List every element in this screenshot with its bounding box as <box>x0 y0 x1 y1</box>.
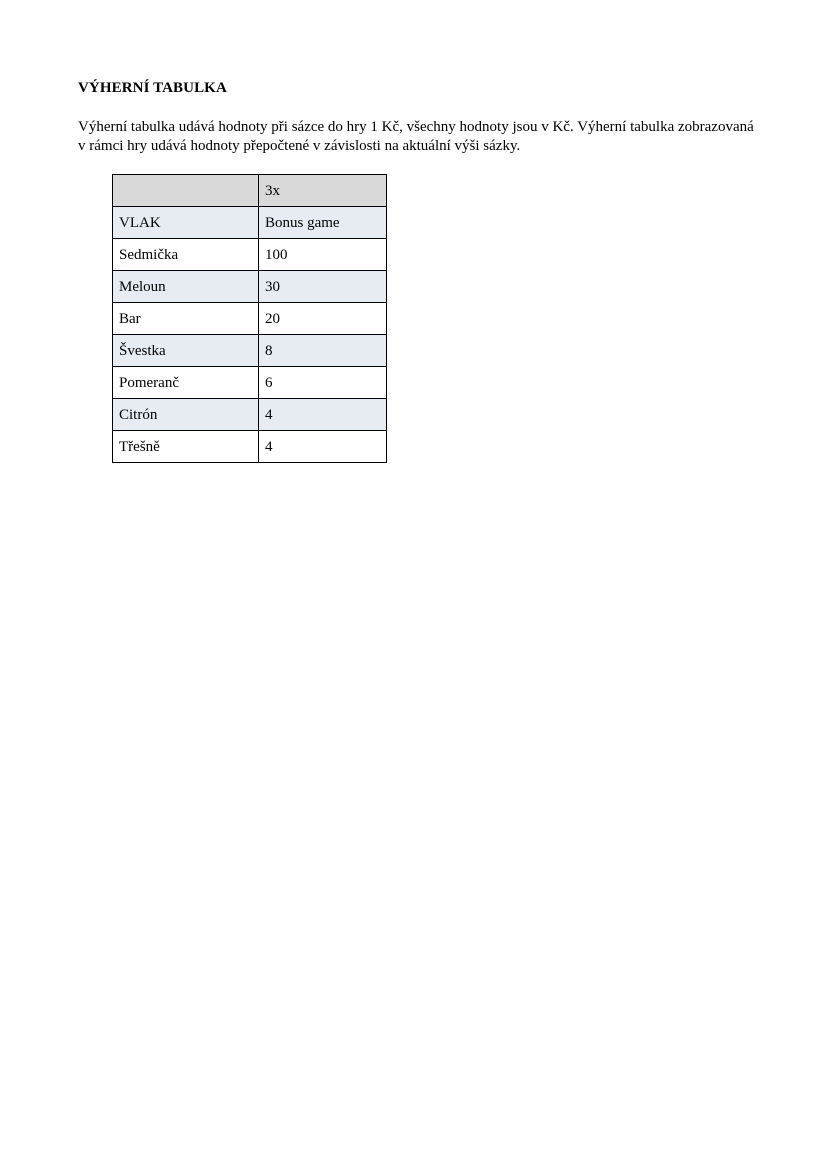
symbol-cell: Třešně <box>113 431 259 463</box>
page-title: VÝHERNÍ TABULKA <box>78 80 227 96</box>
value-cell: 8 <box>259 335 387 367</box>
paytable-header-row <box>113 175 387 207</box>
table-row <box>113 431 387 463</box>
table-row <box>113 207 387 239</box>
value-cell: 4 <box>259 399 387 431</box>
table-row <box>113 239 387 271</box>
symbol-cell: VLAK <box>113 207 259 239</box>
table-row <box>113 399 387 431</box>
value-cell: 4 <box>259 431 387 463</box>
table-row <box>113 367 387 399</box>
value-cell: 20 <box>259 303 387 335</box>
intro-paragraph: Výherní tabulka udává hodnoty při sázce do hry 1 Kč, všechny hodnoty jsou v Kč. Výherní tabulka zobrazovaná v rámci hry udává hodnoty přepočtené v závislosti na aktuální výši sázky. <box>78 119 754 154</box>
symbol-cell: Citrón <box>113 399 259 431</box>
symbol-cell: Pomeranč <box>113 367 259 399</box>
symbol-cell: Sedmička <box>113 239 259 271</box>
value-cell: 6 <box>259 367 387 399</box>
paytable <box>112 174 387 463</box>
value-cell: 100 <box>259 239 387 271</box>
value-cell: Bonus game <box>259 207 387 239</box>
header-cell-multiplier: 3x <box>259 175 387 207</box>
value-cell: 30 <box>259 271 387 303</box>
symbol-cell: Meloun <box>113 271 259 303</box>
table-row <box>113 303 387 335</box>
table-row <box>113 271 387 303</box>
symbol-cell: Bar <box>113 303 259 335</box>
table-row <box>113 335 387 367</box>
header-cell-symbol <box>113 175 259 207</box>
symbol-cell: Švestka <box>113 335 259 367</box>
